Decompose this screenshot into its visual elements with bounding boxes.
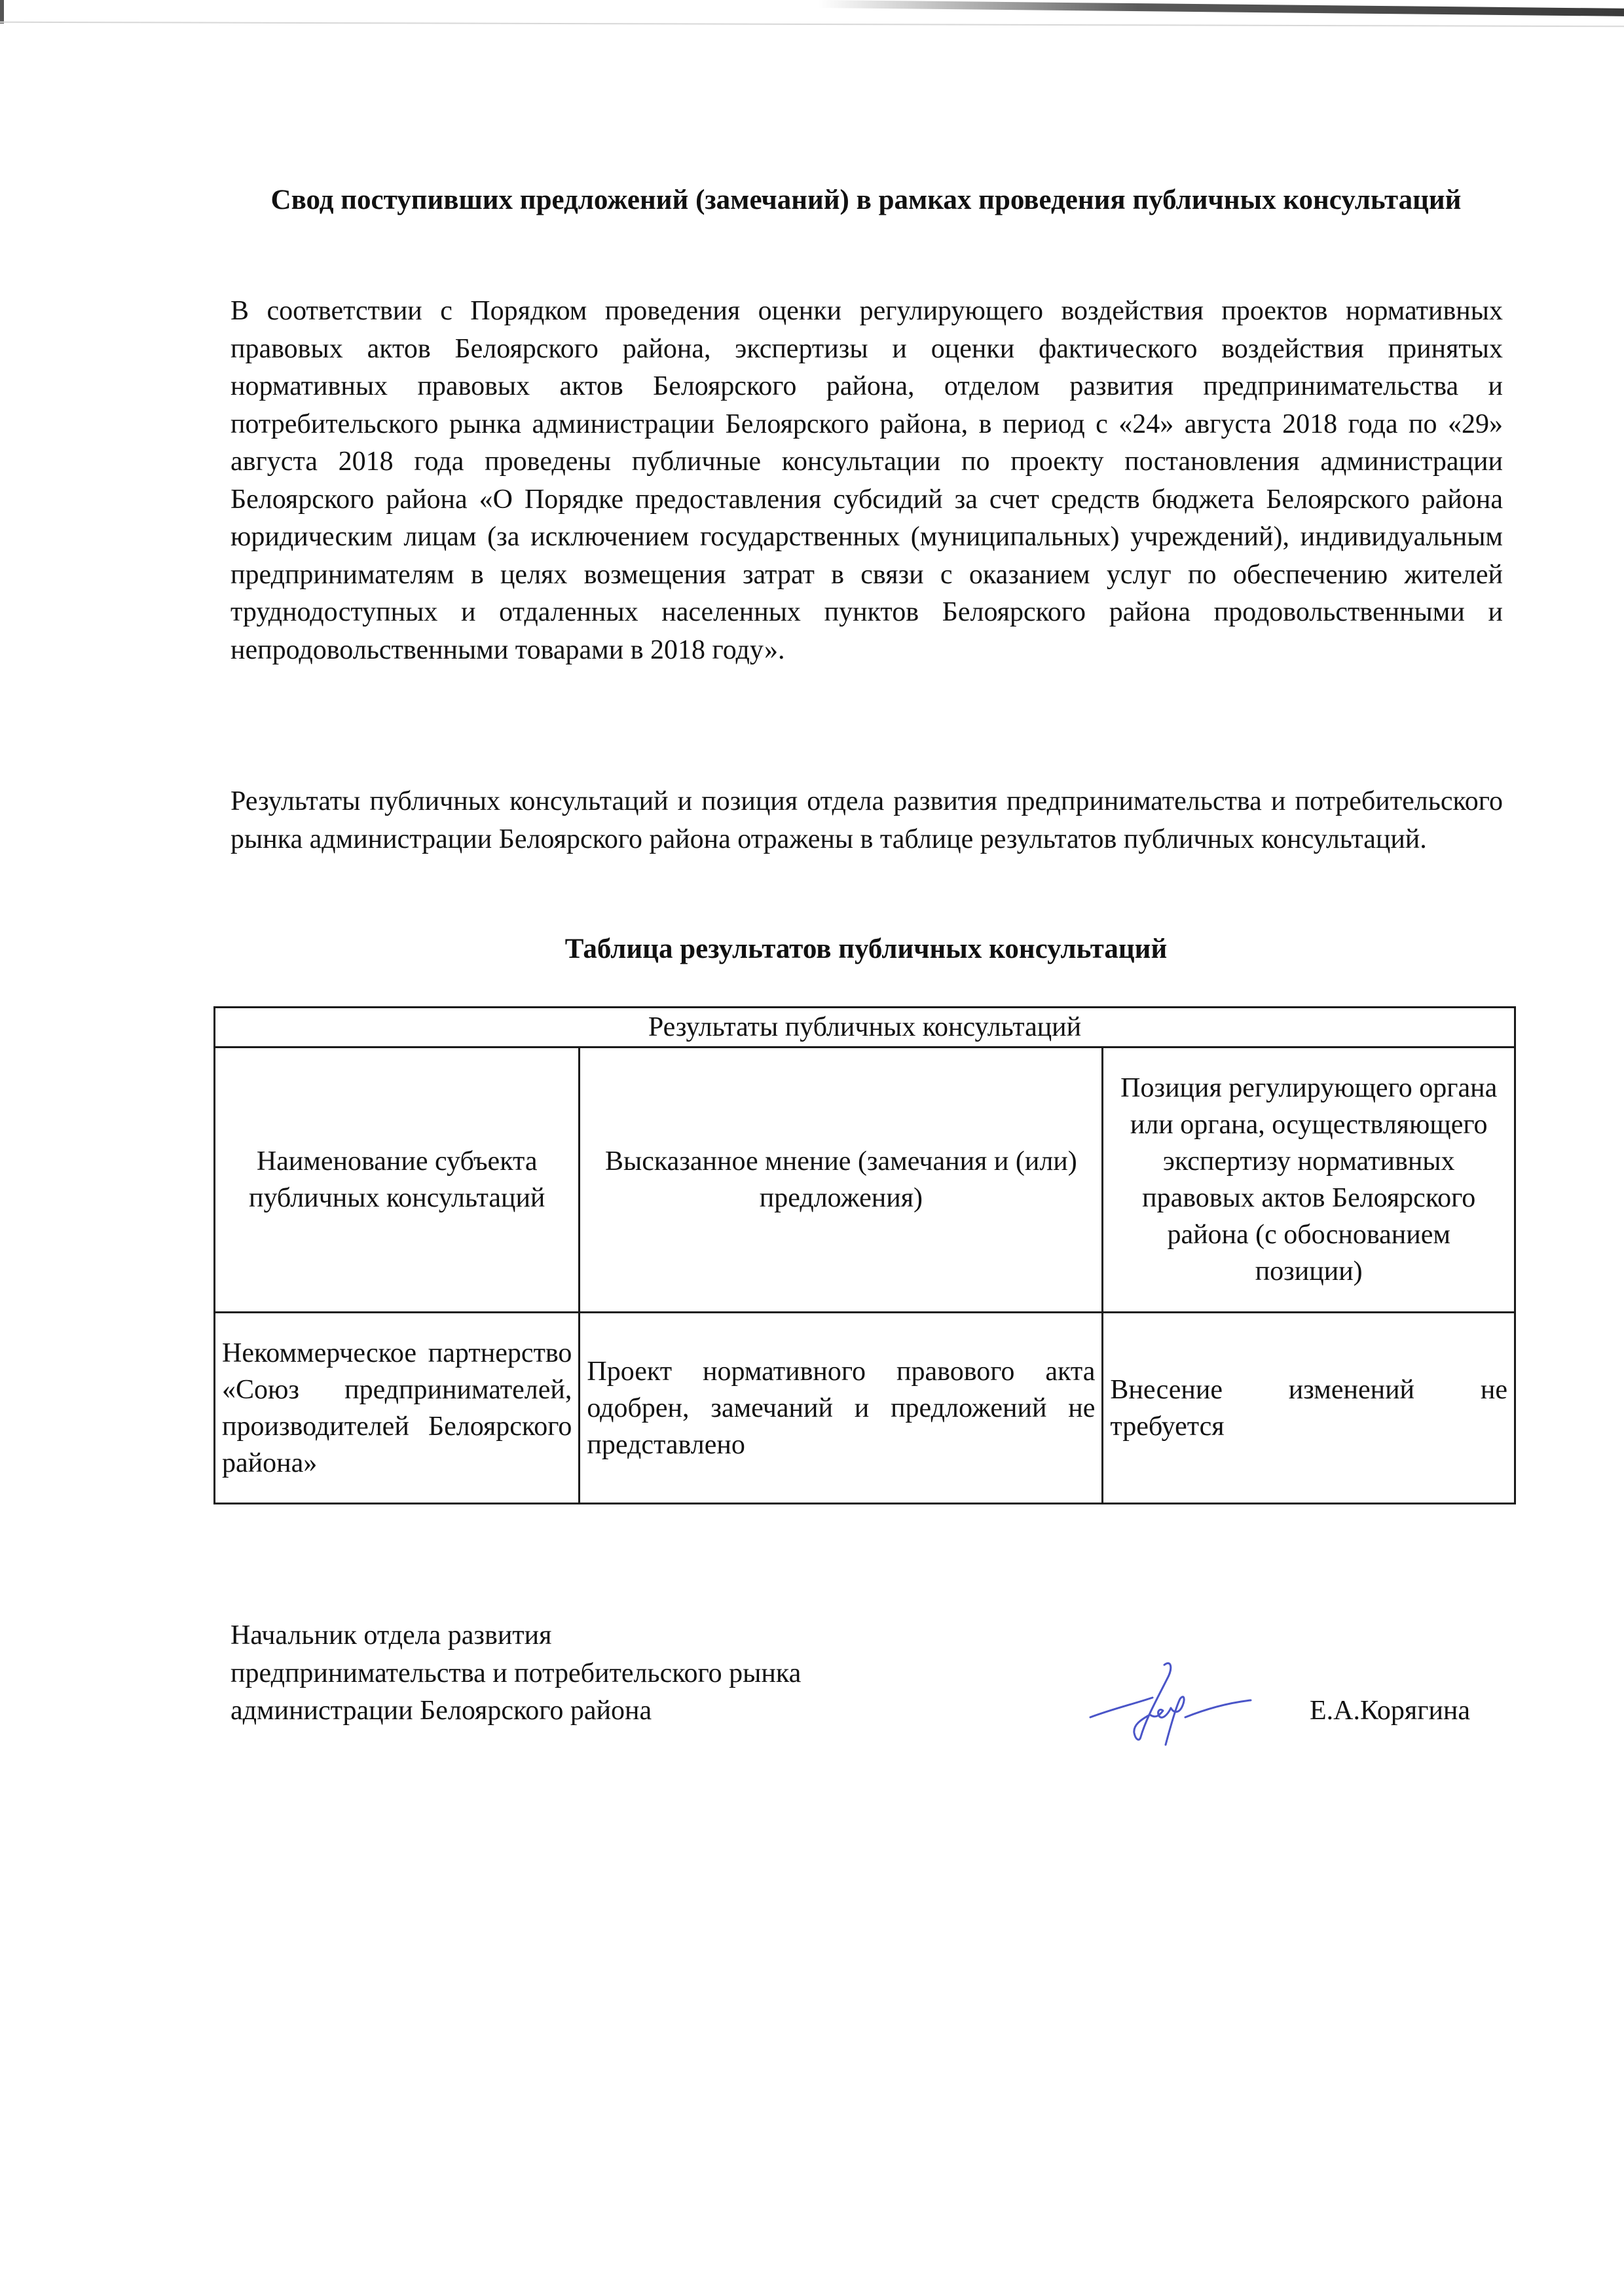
table-title: Таблица результатов публичных консультаций	[564, 934, 1168, 964]
header-position: Позиция регулирующего органа или органа, осуществляющего экспертизу нормативных правовых актов Белоярского района (с обоснованием позиции)	[1103, 1048, 1515, 1313]
table-header-row	[215, 1048, 1515, 1313]
signer-position-line: администрации Белоярского района	[231, 1696, 652, 1726]
document-title: Свод поступивших предложений (замечаний) в рамках проведения публичных консультаций	[270, 185, 1462, 215]
intro-paragraph: В соответствии с Порядком проведения оценки регулирующего воздействия проектов нормативных правовых актов Белоярского района, экспертизы и оценки фактического воздействия принятых нормативных правовых актов Белоярского района, отделом развития предпринимательства и потребительского рынка администрации Белоярского района, в период с «24» августа 2018 года по «29» августа 2018 года проведены публичные консультации по проекту постановления администрации Белоярского района «О Порядке предоставления субсидий за счет средств бюджета Белоярского района юридическим лицам (за исключением государственных (муниципальных) учреждений), индивидуальным предпринимателям в целях возмещения затрат в связи с оказанием услуг по обеспечению жителей труднодоступных и отдаленных населенных пунктов Белоярского района продовольственными и непродовольственными товарами в 2018 году».	[231, 296, 1503, 665]
cell-opinion: Проект нормативного правового акта одобрен, замечаний и предложений не представлено	[580, 1313, 1103, 1504]
header-opinion: Высказанное мнение (замечания и (или) предложения)	[580, 1048, 1103, 1313]
signer-position	[231, 1617, 801, 1730]
handwritten-signature-icon	[1087, 1653, 1257, 1758]
cell-subject: Некоммерческое партнерство «Союз предпринимателей, производителей Белоярского района»	[215, 1313, 580, 1504]
header-subject: Наименование субъекта публичных консультаций	[215, 1048, 580, 1313]
cell-position: Внесение изменений не требуется	[1103, 1313, 1515, 1504]
signer-name: Е.А.Корягина	[1310, 1696, 1471, 1726]
results-table	[213, 1006, 1516, 1504]
scan-shadow-left	[0, 0, 4, 24]
table-caption: Результаты публичных консультаций	[215, 1008, 1515, 1048]
signer-position-line: Начальник отдела развития	[231, 1620, 552, 1650]
table-row	[215, 1313, 1515, 1504]
table-caption-row	[215, 1008, 1515, 1048]
signer-position-line: предпринимательства и потребительского рынка	[231, 1658, 802, 1688]
results-paragraph: Результаты публичных консультаций и позиция отдела развития предпринимательства и потребительского рынка администрации Белоярского района отражены в таблице результатов публичных консультаций.	[231, 786, 1503, 854]
